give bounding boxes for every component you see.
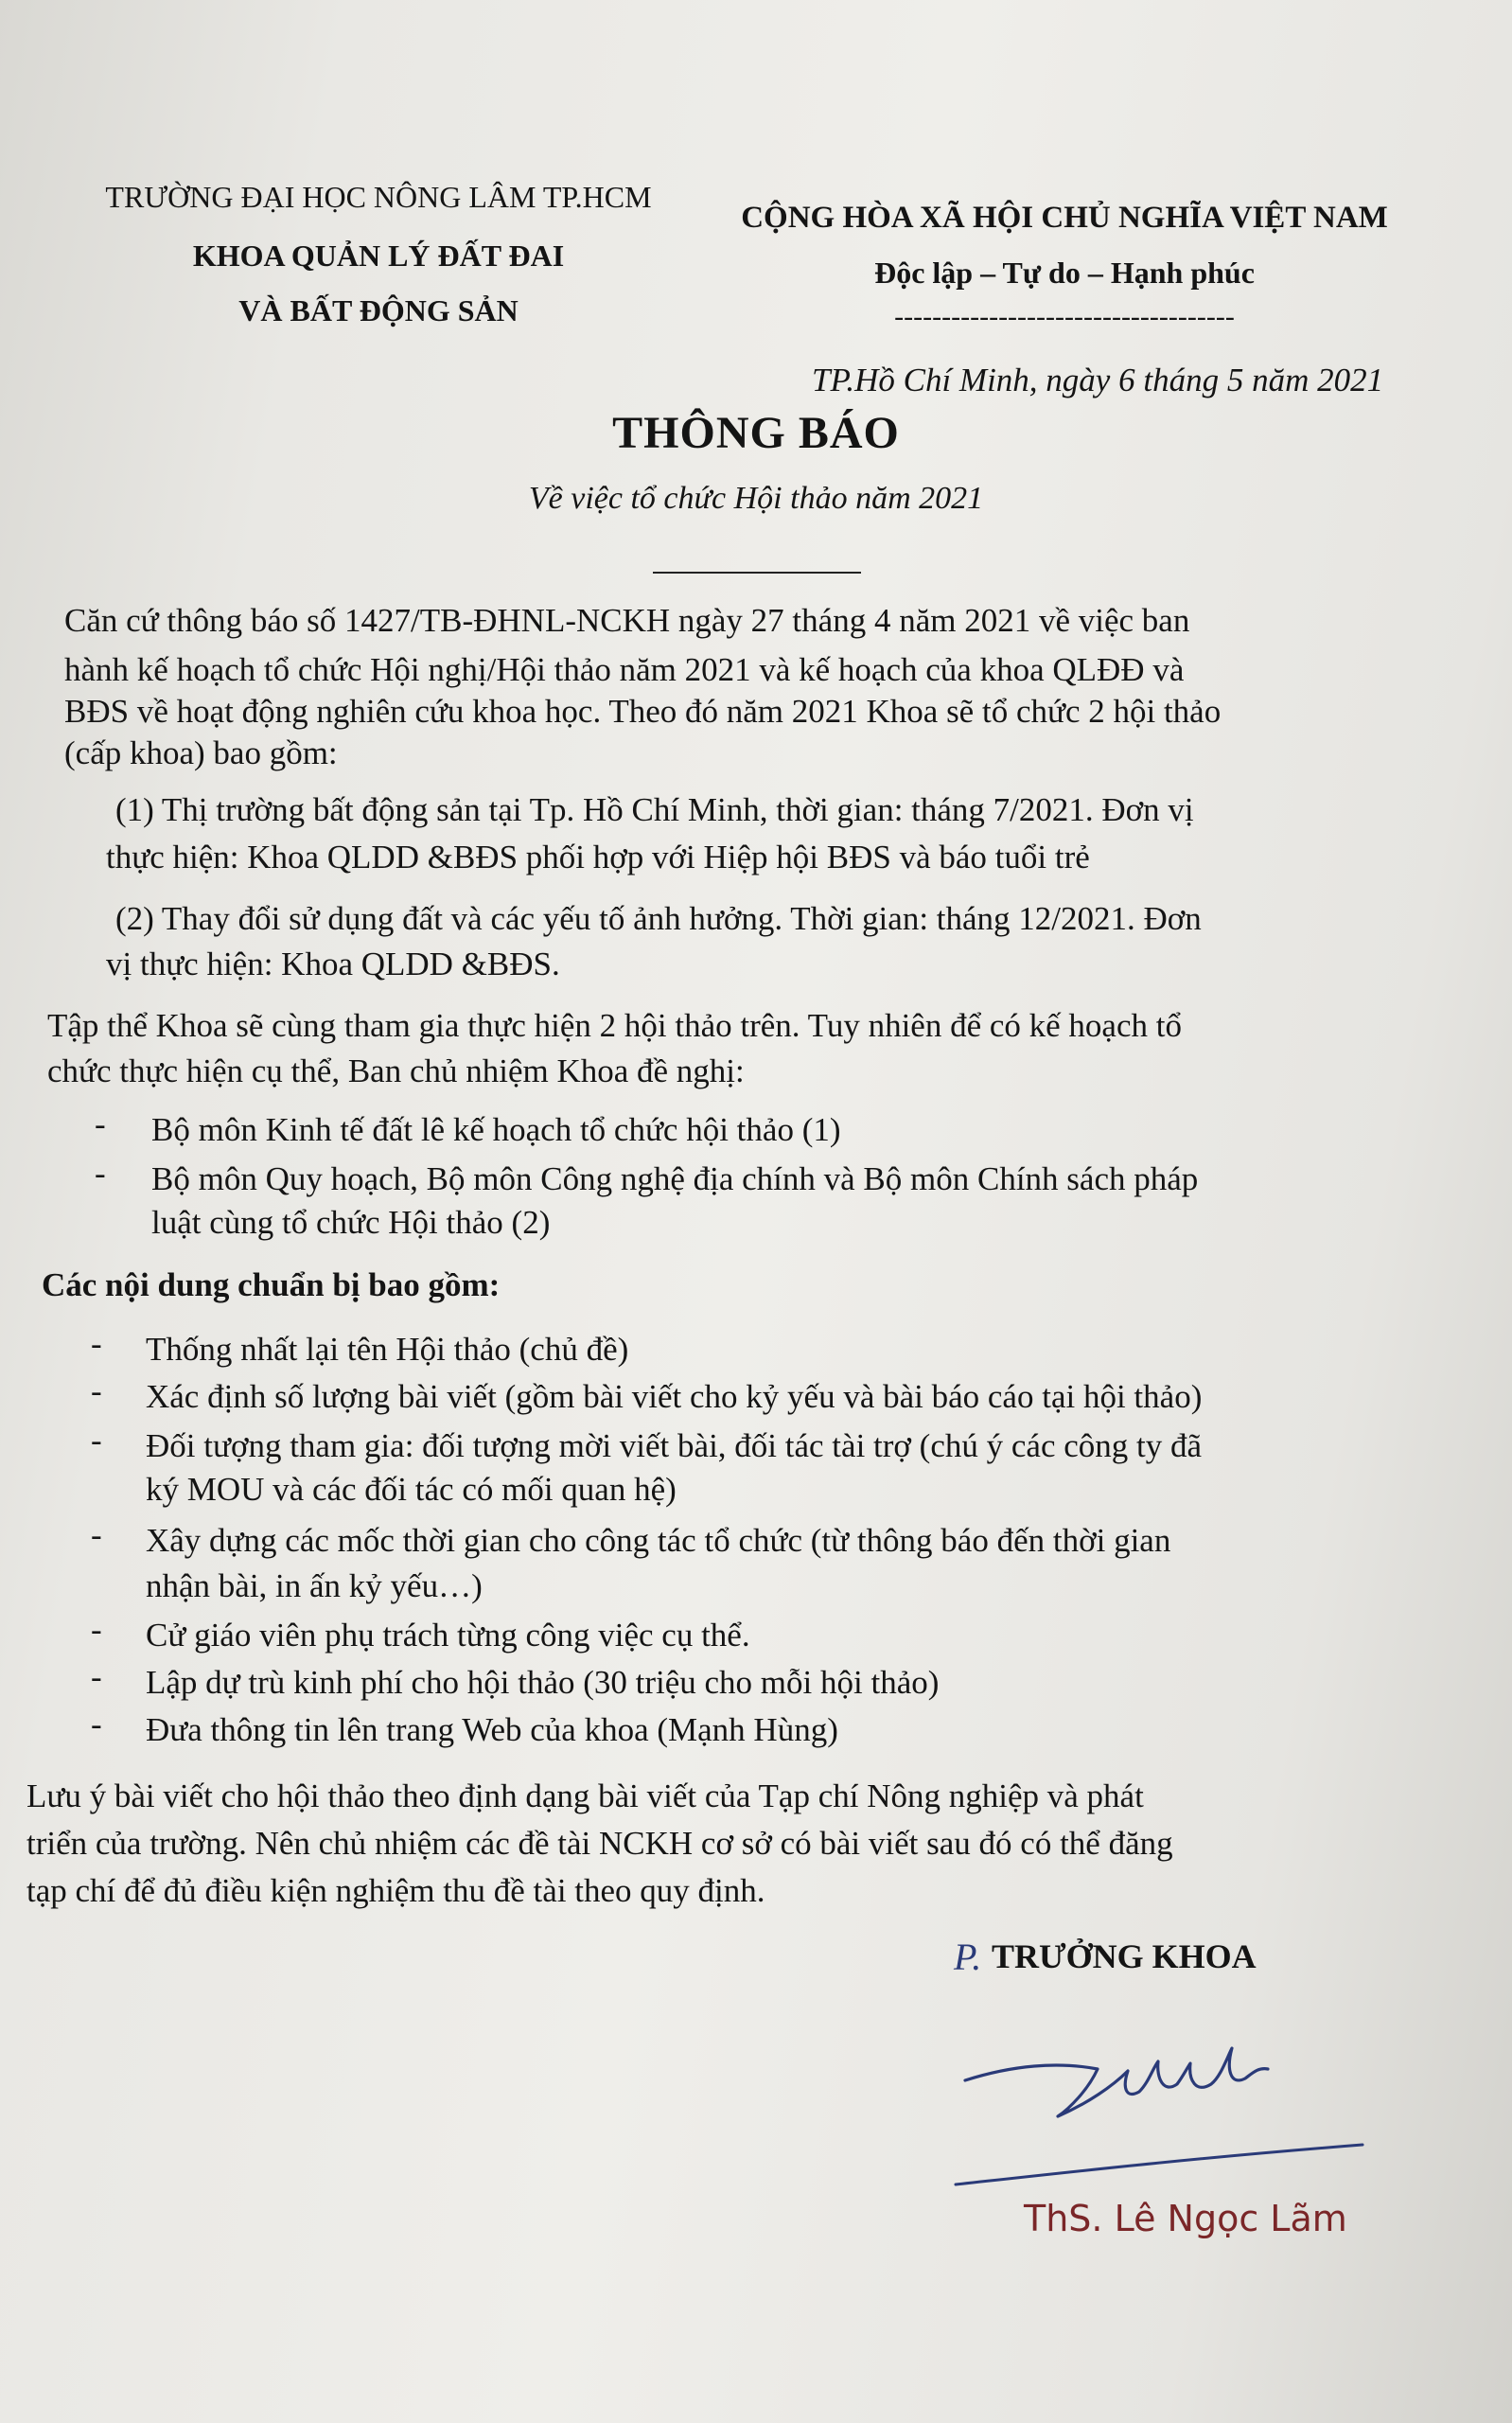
bullet-dash: - [91, 1422, 102, 1459]
bullet-dash: - [91, 1706, 102, 1742]
prep-item-2: Xác định số lượng bài viết (gồm bài viết cho kỷ yếu và bài báo cáo tại hội thảo) [146, 1378, 1203, 1415]
prep-item-3-line-1: Đối tượng tham gia: đối tượng mời viết bài, đối tác tài trợ (chú ý các công ty đã [146, 1427, 1203, 1464]
bullet-dash: - [91, 1658, 102, 1695]
assignment-1: Bộ môn Kinh tế đất lê kế hoạch tổ chức hội thảo (1) [151, 1111, 841, 1148]
national-motto: Độc lập – Tự do – Hạnh phúc [874, 256, 1255, 290]
bullet-dash: - [95, 1155, 106, 1192]
prep-item-4-line-1: Xây dựng các mốc thời gian cho công tác tổ chức (từ thông báo đến thời gian [146, 1522, 1171, 1559]
signature-title: TRƯỞNG KHOA [992, 1937, 1257, 1975]
handwritten-signature [946, 2025, 1381, 2196]
note-line-2: triển của trường. Nên chủ nhiệm các đề tài NCKH cơ sở có bài viết sau đó có thể đăng [26, 1825, 1173, 1862]
bullet-dash: - [91, 1372, 102, 1409]
university-name: TRƯỜNG ĐẠI HỌC NÔNG LÂM TP.HCM [105, 180, 652, 214]
intro-line-3: BĐS về hoạt động nghiên cứu khoa học. Theo đó năm 2021 Khoa sẽ tổ chức 2 hội thảo [64, 693, 1222, 730]
prep-item-4-line-2: nhận bài, in ấn kỷ yếu…) [146, 1567, 483, 1604]
bullet-dash: - [95, 1105, 106, 1142]
intro-line-2: hành kế hoạch tổ chức Hội nghị/Hội thảo năm 2021 và kế hoạch của khoa QLĐĐ và [64, 651, 1185, 688]
workshop-1-line-2: thực hiện: Khoa QLDD &BĐS phối hợp với Hiệp hội BĐS và báo tuổi trẻ [106, 839, 1090, 875]
bullet-dash: - [91, 1611, 102, 1648]
prep-item-5: Cử giáo viên phụ trách từng công việc cụ thể. [146, 1617, 750, 1654]
prep-item-7: Đưa thông tin lên trang Web của khoa (Mạnh Hùng) [146, 1711, 838, 1748]
prep-heading: Các nội dung chuẩn bị bao gồm: [42, 1266, 501, 1303]
title-divider [653, 572, 861, 574]
faculty-name-line2: VÀ BẤT ĐỘNG SẢN [238, 293, 519, 327]
prep-item-6: Lập dự trù kinh phí cho hội thảo (30 triệu cho mỗi hội thảo) [146, 1664, 940, 1701]
plan-line-2: chức thực hiện cụ thể, Ban chủ nhiệm Khoa đề nghị: [47, 1052, 745, 1089]
bullet-dash: - [91, 1325, 102, 1362]
signer-name: ThS. Lê Ngọc Lãm [1024, 2198, 1347, 2239]
place-date: TP.Hồ Chí Minh, ngày 6 tháng 5 năm 2021 [812, 362, 1384, 398]
note-line-3: tạp chí để đủ điều kiện nghiệm thu đề tài theo quy định. [26, 1872, 765, 1909]
note-line-1: Lưu ý bài viết cho hội thảo theo định dạng bài viết của Tạp chí Nông nghiệp và phát [26, 1777, 1144, 1814]
assignment-2-line-2: luật cùng tổ chức Hội thảo (2) [151, 1204, 551, 1241]
prep-item-1: Thống nhất lại tên Hội thảo (chủ đề) [146, 1331, 629, 1368]
plan-line-1: Tập thể Khoa sẽ cùng tham gia thực hiện 2 hội thảo trên. Tuy nhiên để có kế hoạch tổ [47, 1007, 1182, 1044]
faculty-name-line1: KHOA QUẢN LÝ ĐẤT ĐAI [192, 239, 565, 273]
intro-line-4: (cấp khoa) bao gồm: [64, 734, 338, 771]
workshop-2-line-2: vị thực hiện: Khoa QLDD &BĐS. [106, 946, 560, 982]
national-title: CỘNG HÒA XÃ HỘI CHỦ NGHĨA VIỆT NAM [741, 201, 1388, 235]
workshop-1-line-1: (1) Thị trường bất động sản tại Tp. Hồ Chí Minh, thời gian: tháng 7/2021. Đơn vị [115, 791, 1194, 828]
document-subtitle: Về việc tổ chức Hội thảo năm 2021 [528, 481, 984, 516]
intro-line-1: Căn cứ thông báo số 1427/TB-ĐHNL-NCKH ngày 27 tháng 4 năm 2021 về việc ban [64, 602, 1190, 639]
bullet-dash: - [91, 1516, 102, 1553]
workshop-2-line-1: (2) Thay đổi sử dụng đất và các yếu tố ảnh hưởng. Thời gian: tháng 12/2021. Đơn [115, 900, 1202, 937]
assignment-2-line-1: Bộ môn Quy hoạch, Bộ môn Công nghệ địa chính và Bộ môn Chính sách pháp [151, 1160, 1199, 1197]
prep-item-3-line-2: ký MOU và các đối tác có mối quan hệ) [146, 1471, 677, 1508]
motto-underline: ------------------------------------ [894, 301, 1235, 332]
signature-prefix: P. [954, 1936, 982, 1978]
document-title: THÔNG BÁO [612, 408, 900, 458]
